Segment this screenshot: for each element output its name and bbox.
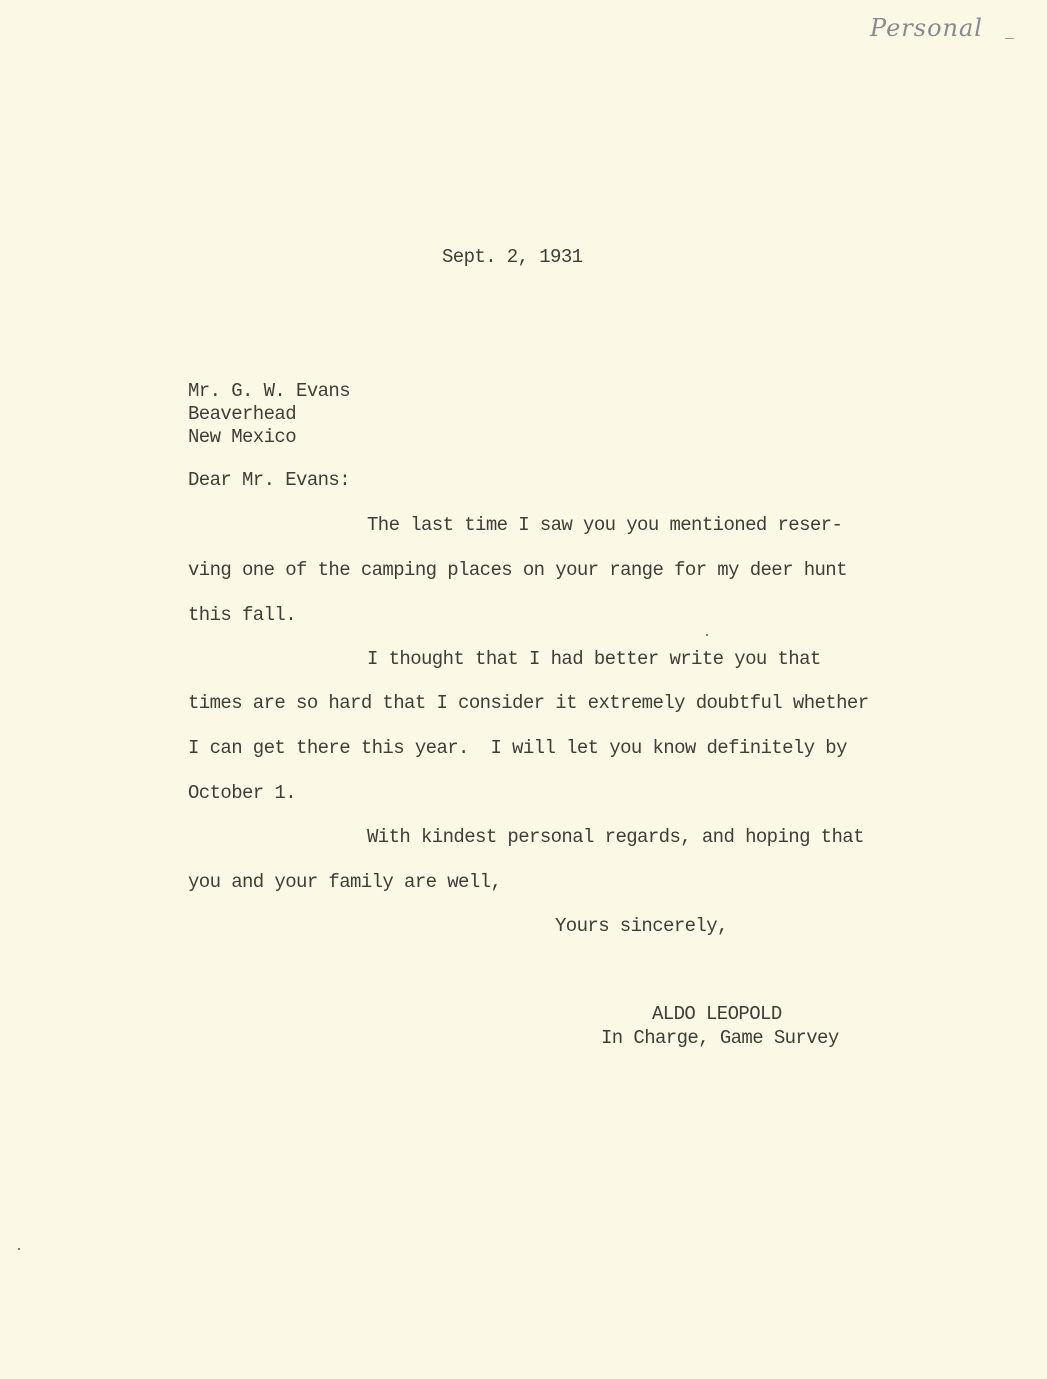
handwritten-dash (1005, 38, 1014, 39)
paragraph1-line: ving one of the camping places on your range for my deer hunt (188, 559, 847, 581)
paragraph1-line: The last time I saw you you mentioned reser- (367, 514, 843, 536)
paragraph1-line: this fall. (188, 604, 297, 626)
paper-speck (706, 634, 708, 636)
paragraph2-line: times are so hard that I consider it extremely doubtful whether (188, 692, 869, 714)
recipient-name: Mr. G. W. Evans (188, 380, 351, 402)
signature-title: In Charge, Game Survey (601, 1027, 839, 1049)
handwritten-note: Personal (870, 14, 983, 42)
letter-date: Sept. 2, 1931 (442, 246, 583, 268)
paragraph3-line: With kindest personal regards, and hoping that (367, 826, 864, 848)
recipient-state: New Mexico (188, 426, 297, 448)
paragraph3-line: you and your family are well, (188, 871, 502, 893)
closing: Yours sincerely, (555, 915, 728, 937)
signature-name: ALDO LEOPOLD (652, 1003, 782, 1025)
paragraph2-line: October 1. (188, 782, 297, 804)
paper-speck (18, 1248, 20, 1250)
salutation: Dear Mr. Evans: (188, 469, 351, 491)
paragraph2-line: I can get there this year. I will let you know definitely by (188, 737, 847, 759)
recipient-place: Beaverhead (188, 403, 297, 425)
paragraph2-line: I thought that I had better write you that (367, 648, 821, 670)
